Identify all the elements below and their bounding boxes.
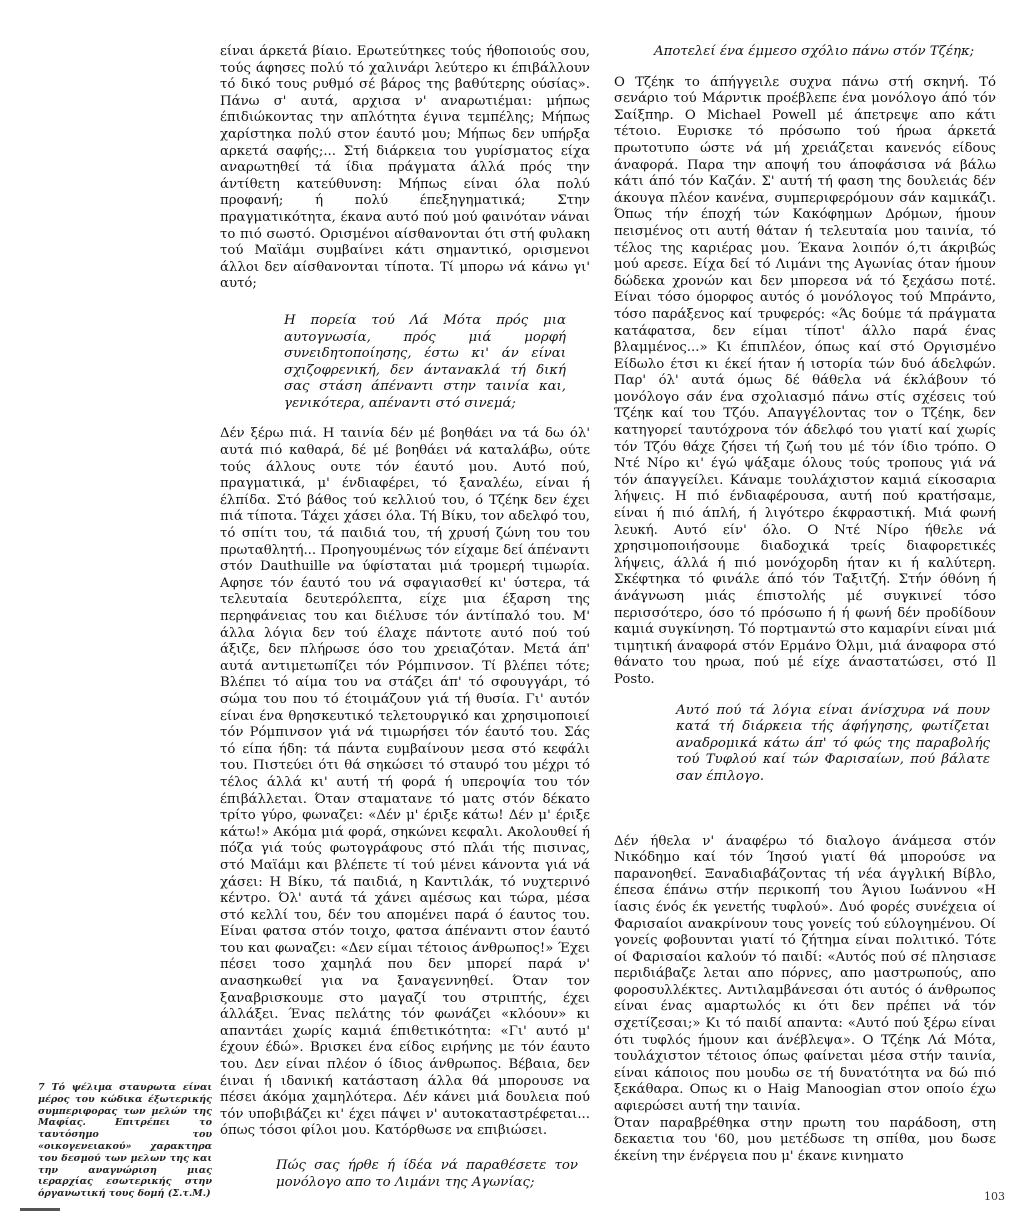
interview-question-4: Αυτό πού τά λόγια είναι άνίσχυρα νά πουν κατά τή διάρκεια τής άφήγησης, φωτίζεται αναδρομικά κάτω άπ' τό φώς της παραβολής τού Τυφλού καί τών Φαρισαίων, πού βάλατε σαν έπιλογο. (676, 702, 990, 784)
left-paragraph-2: Δέν ξέρω πιά. Η ταινία δέν μέ βοηθάει να τά δω όλ' αυτά πιό καθαρά, δέ μέ βοηθάει νά καταλάβω, ούτε τούς άλλους ουτε τόν έαυτό μου. Αυτό πού, πραγματικά, μ' ένδιαφέρει, τό ξαναλέω, είναι ή έλπίδα. Στό βάθος τού κελλιού του, ό Τζέηκ δεν έχει πιά τίποτα. Τάχει χάσει όλα. Τή Βίκυ, τον αδελφό του, τό σπίτι του, τά παιδιά του, τή χρυσή ζώνη του του πρωταθλητή... Προηγουμένως τόν είχαμε δεί άπέναντι στόν Dauthuille να ύφίσταται μιά τρομερή τιμωρία. Αφησε τόν έαυτό του νά σφαγιασθεί κι' ύστερα, τά τελευταία δευτερόλεπτα, είχε μια έξαρση της περηφάνειας του και διέλυσε τόν άντίπαλό του. Μ' άλλα λόγια δεν τού έλαχε πάντοτε αυτό πού τού άξιζε, δεν πλήρωσε όσο του χρειαζόταν. Μετά άπ' αυτά αντιμετωπίζει τόν Ρόμπινσον. Τί βλέπει τότε; Βλέπει τό αίμα του να στάζει άπ' τό σφουγγάρι, τό σώμα του που τό έτοιμάζουν γιά τή θυσία. Γι' αυτόν είναι ένα θρησκευτικό τελετουργικό και χρησιμοποιεί τόν Ρόμπινσον γιά νά τιμωρήσει τόν έαυτό του. Σάς τό είπα ήδη: τά πάντα ευμβαίνουν μεσα στό κεφάλι του. Πιστεύει ότι θά σηκώσει τό σταυρό του μέχρι τό τέλος άλλά κι' αυτή τή φορά ή υπεροψία του τόν έπιβάλλεται. Όταν σταματανε τό ματς στόν δέκατο τρίτο γύρο, φωναζει: «Δέν μ' έριξε κάτω! Δέν μ' έριξε κάτω!» Ακόμα μιά φορά, σηκώνει κεφαλι. Ακολουθεί ή πόζα γιά τούς φωτογράφους στό πλάι τής πισινας, στό Μαϊάμι και βλέπετε τί τού μένει κάνοντα γιά νά χάσει: Η Βίκυ, τά παιδιά, η Καντιλάκ, τό νυχτερινό κέντρο. Όλ' αυτά τά χάνει αμέσως και τώρα, μέσα στό κελλί του, δέν του απομένει παρά ό έαυτος του. Είναι φατσα στόν τοιχο, φατσα άπέναντι στον έαυτό του και φωναζει: «Δεν είμαι τέτοιος άνθρωπος!» Έχει πέσει τοσο χαμηλά που δεν μπορεί παρά ν' ανασηκωθεί για να ξαναγεννηθεί. Όταν τον ξαναβρισκουμε στο μαγαζί του στριπτής, έχει άλλάξει. Ένας πελάτης τόν φωνάζει «κλόουν» κι απαντάει χωρίς καμιά έπιθετικότητα: «Γι' αυτό μ' έχουν έδώ». Βρισκει ένα είδος ειρήνης με τόν έαυτο του. Δεν είναι πλέον ό ίδιος άνθρωπος. Βέβαια, δεν έιναι ή ιδανική κατάσταση άλλα θά μπορουσε να πέσει άκόμα χαμηλότερα. Δέν κάνει μιά δουλεια πού τόν υποβιβάζει κι' έχει πάψει ν' αυτοκαταστρέφεται... όπως τόσοι φίλοι μου. Κατόρθωσε να επιβιώσει. (220, 426, 590, 1139)
left-paragraph-1: είναι άρκετά βίαιο. Ερωτεύτηκες τούς ήθοποιούς σου, τούς άφησες πολύ τό χαλινάρι λεύτερο κι έπιβάλλουν τό δικό τους ρυθμό σέ βάρος της βαθύτερης ούσίας». Πάνω σ' αυτά, αρχισα ν' αναρωτιέμαι: μήπως έπιδιώκοντας την απλότητα έγινα τεμπέλης; Μήπως χαρίστηκα πολύ στον έαυτό μου; Μήπως δεν υπήρξα αρκετά σαφής;... Στή διάρκεια του γυρίσματος είχα αναρωτηθεί τά ίδια πράγματα άλλά πρός την άντίθετη κατεύθυνση: Μήπως είναι όλα πολύ προφανή; ή πολύ έπεξηγηματικά; Στην πραγματικότητα, έκανα αυτό πού μού φαινόταν νάναι το πιό σωστό. Ορισμένοι αίσθανονται ότι στή φυλακη τού Μαϊάμι συμβαίνει κάτι σημαντικό, ορισμενοι άλλοι δεν αίσθανονται τίποτα. Τί μπορω νά κάνω γι' αυτό; (220, 44, 590, 292)
interview-question-2: Πώς σας ήρθε ή ίδέα νά παραθέσετε τον μονόλογο απο το Λιμάνι της Αγωνίας; (276, 1158, 578, 1190)
right-paragraph-3: Όταν παραβρέθηκα στην πρωτη του παράδοση, στη δεκαετια του '60, μου μετέδωσε τη σπίθα, μου δωσε έκείνη την ένέργεια που μ' έκανε κινηματο (614, 1115, 996, 1164)
right-paragraph-2: Δέν ήθελα ν' άναφέρω τό διαλογο άνάμεσα στόν Νικόδημο καί τόν Ίησού γιατί θά μπορούσε να παρανοηθεί. Ξαναδιαβάζοντας τή νέα άγγλική Βίβλο, έπεσα έπάνω στήν περικοπή του Άγιου Ιωάννου «Η ίασις ένός έκ γενετής τυφλού». Δυό φορές συνέχεια οί Φαρισαίοι ανακρίνουν τους γονείς τού εύλογημένου. Οί γονείς φοβουνται γιατί τό ζήτημα είναι πολιτικό. Τότε οί Φαρισαίοι καλούν τό παιδί: «Αυτός πού σέ πλησιασε περιδιάβαζε λεται απο πόρνες, απο μαστρωπούς, απο φοροσυλλέκτες. Αντιλαμβάνεσαι ότι αυτός ό άνθρωπος είναι ένας αμαρτωλός κι ότι δεν πρέπει νά τόν σχετίζεσαι;» Κι τό παιδί απαντα: «Αυτό πού ξέρω είναι ότι τυφλός ήμουν και άνέβλεψα». Ο Τζέηκ Λά Μότα, τουλάχιστον τέτοιος όπως φαίνεται μέσα στήν ταινία, είναι κάποιος που μουδω σε τή δυνατότητα να δώ πιό ξεκάθαρα. Οπως κι ο Haig Manoogian στον οποίο έχω αφιερώσει αυτή την ταινία. (614, 833, 996, 1115)
interview-question-3: Αποτελεί ένα έμμεσο σχόλιο πάνω στόν Τζέηκ; (654, 44, 975, 59)
interview-question-1: Η πορεία τού Λά Μότα πρός μια αυτογνωσία, πρός μιά μορφή συνειδητοποίησης, έστω κι' άν είναι σχιζοφρενική, δεν άντανακλά τή δική σας στάση άπέναντι στην ταινία και, γενικότερα, απέναντι στό σινεμά; (284, 312, 566, 411)
page-number: 103 (984, 1190, 1005, 1203)
right-paragraph-1: Ο Τζέηκ το άπήγγειλε συχνα πάνω στή σκηνή. Τό σενάριο τού Μάρντικ προέβλεπε ένα μονόλογο άπό τόν Σαίξπηρ. Ο Michael Powell μέ άπετρεψε απο κάτι τέτοιο. Ευρισκε τό πρόσωπο τού ήρωα άρκετά πρωτοτυπο ώστε νά μή χρειάζεται κανενός είδους άναφορά. Παρα την αποψή του άποφάσισα νά βάλω κάτι άπό τόν Καζάν. Σ' αυτή τή φαση της δουλειάς δέν άκουγα πλέον κανένα, συμπεριφερόμουν σάν καμικάζι. Όπως τήν έποχή τών Κακόφημων Δρόμων, ήμουν πεισμένος οτι αυτή θάταν ή τελευταία μου ταινία, τό τέλος της καριέρας μου. Έκανα λοιπόν ό,τι άκριβώς μού αρεσε. Είχα δεί τό Λιμάνι της Αγωνίας όταν ήμουν δώδεκα χρονών και δεν μπορεσα νά τό ξεχάσω ποτέ. Είναι τόσο όμορφος αυτός ό μονόλογος τού Μπράντο, τόσο παράξενος καί τρυφερός: «Άς δούμε τά πράγματα κατάφατσα, δεν είμαι τίποτ' άλλο παρά ένας βλαμμένος...» Κι έπιπλέον, όπως καί στό Οργισμένο Είδωλο έτσι κι έκεί ήταν ή ιστορία τών δυό άδελφών. Παρ' όλ' αυτά όμως δέ θάθελα νά έκλάβουν τό μονόλογο σάν ένα σχολιασμό πάνω στίς σχέσεις τού Τζέηκ καί του Τζόυ. Απαγγέλοντας τον ο Τζέηκ, δεν κατηγορεί ταυτόχρονα τόν άδελφό του γιατί καί χωρίς τόν Τζόυ θάχε ζήσει τή ζωή του μέ τόν ίδιο τρόπο. Ο Ντέ Νίρο κι' έγώ ψάξαμε όλους τούς τροπους γιά νά τόν άπαγγείλει. Κάναμε τουλάχιστον καμιά είκοσαρια λήψεις. Η πιό ένδιαφέρουσα, αυτή πού κρατήσαμε, είναι ή πιό άπλή, ή λιγότερο έκφραστική. Μιά φωνή λευκή. Αυτό είν' όλο. Ο Ντέ Νίρο ήθελε νά χρησιμοποιήσουμε διαδοχικά τρείς διαφορετικές λήψεις, άλλά ή πιό μονόχορδη ήταν κι ή καλύτερη. Σκέφτηκα τό φινάλε άπό τόν Ταξιτζή. Στήν όθόνη ή άνάγνωση μιάς έπιστολής μέ συγκινεί τόσο περισσότερο, όσο τό πρόσωπο ή ή φωνή δέν προδίδουν καμιά συγκίνηση. Τό πορτμαντώ στο καμαρίνι είναι μιά τιμητική άναφορά στόν Ερμάνο Όλμι, μιά άναφορα στό θάνατο του ηρωα, πού μέ είχε άναστατώσει, στό Il Posto. (614, 74, 996, 687)
scan-smudge (20, 1208, 60, 1211)
left-text-column (220, 44, 590, 1191)
footnote: 7 Τό ψέλιμα σταυρωτα είναι μέρος του κώδικα έξωτερικής συμπεριφορας των μελών της Μαφίας. Επιτρέπει το ταυτόσημο του «οικογενειακού» χαρακτηρα του δεσμού των μελων της και την αναγνώριση μιας ιεραρχίας εσωτερικής στην όργανωτική τους δομή (Σ.τ.Μ.) (38, 1082, 212, 1200)
right-text-column (614, 44, 996, 1165)
